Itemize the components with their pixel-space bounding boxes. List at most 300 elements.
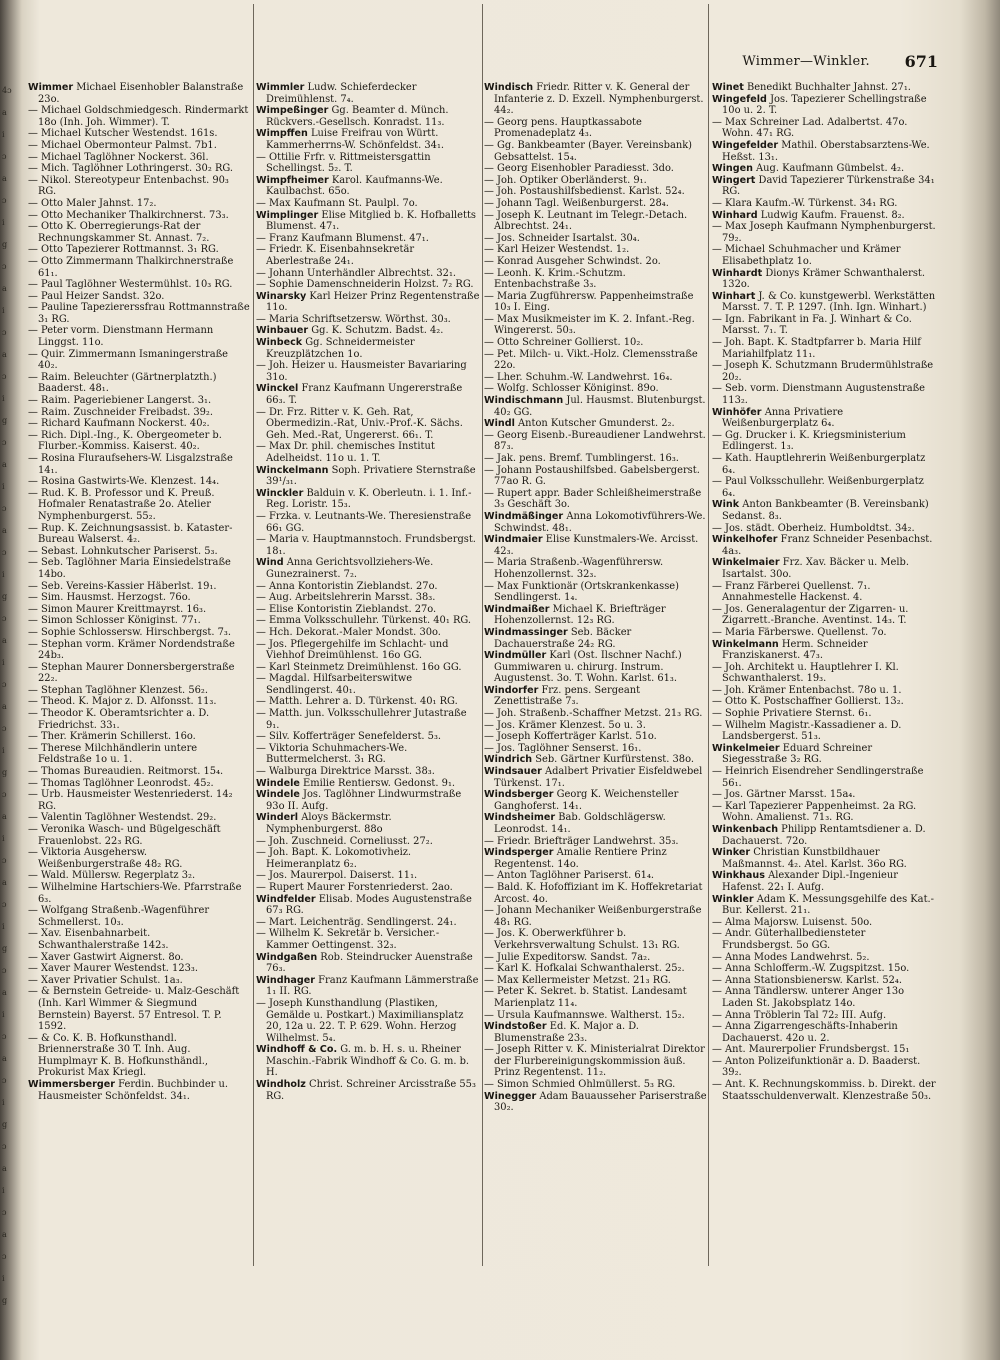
entry-details: Emilie Rentiersw. Gedonst. 9₁. [303, 777, 456, 789]
entry-surname: Winbeck [256, 337, 303, 349]
entry-details: — Joseph Kunsthandlung (Plastiken, Gemälde u. Postkart.) Maximiliansplatz 20, 12a u. 22. T. P. 629. Wohn. Herzog Wilhelmst. 5₄. [256, 997, 464, 1044]
entry-details: — Michael Obermonteur Palmst. 7b1. [28, 139, 217, 151]
directory-entry [28, 523, 250, 546]
entry-details: Anton Kutscher Gmunderst. 2₂. [518, 418, 675, 430]
entry-details: Elise Kunstmalers-We. Arcisst. 42₃. [494, 534, 699, 557]
entry-surname: Winhöfer [712, 406, 762, 418]
entry-surname: Winkenbach [712, 824, 779, 835]
entry-details: — Xaver Gastwirt Aignerst. 8o. [28, 951, 184, 963]
entry-details: — Joseph Ritter v. K. Ministerialrat Direktor der Flurbereinigungskommission äuß. Prinz Regentenst. 11₂. [484, 1044, 705, 1079]
directory-entry [256, 268, 480, 280]
directory-entry [256, 639, 480, 662]
entry-details: Soph. Privatiere Sternstraße 39¹/₃₁. [266, 464, 476, 488]
directory-entry [256, 291, 480, 314]
directory-entry [484, 349, 708, 372]
entry-details: — Heinrich Eisendreher Sendlingerstraße 56₁. [712, 766, 924, 789]
directory-entry [28, 847, 250, 870]
entry-details: — Rupert appr. Bader Schleißheimerstraße 3₃ Geschäft 3o. [484, 487, 702, 511]
directory-entry [28, 221, 250, 244]
entry-surname: Windmäßinger [484, 510, 564, 522]
directory-entry [484, 1010, 708, 1022]
entry-details: — Aug. Arbeitslehrerin Marsst. 38₃. [256, 592, 436, 604]
directory-entry [28, 975, 250, 987]
directory-entry [712, 268, 938, 291]
directory-entry [28, 627, 250, 639]
entry-surname: Windmaißer [484, 603, 550, 615]
entry-details: — Johann Mechaniker Weißenburgerstraße 48₁ RG. [484, 905, 702, 928]
directory-entry [712, 696, 938, 708]
entry-details: — Joh. Zuschneid. Corneliusst. 27₂. [256, 835, 433, 847]
entry-details: Adam K. Messungsgehilfe des Kat.-Bur. Kellerst. 21₁. [722, 893, 935, 917]
entry-details: Karol. Kaufmanns-We. Kaulbachst. 65o. [266, 174, 443, 198]
directory-entry [28, 372, 250, 395]
directory-entry [712, 244, 938, 267]
entry-details: — Georg Eisenhobler Paradiesst. 3do. [484, 163, 674, 175]
entry-surname: Wimpeßinger [256, 105, 329, 117]
directory-entry [484, 754, 708, 766]
directory-entry [484, 557, 708, 580]
directory-entry [256, 789, 480, 812]
entry-details: — Georg Eisenb.-Bureaudiener Landwehrst. 87₃. [484, 429, 706, 453]
entry-details: Franz Schneider Pesenbachst. 4a₃. [722, 534, 933, 557]
entry-details: — Jos. Maurerpol. Daiserst. 11₁. [256, 870, 418, 882]
entry-details: Michael K. Briefträger Hohenzollernst. 12₃ RG. [494, 603, 666, 627]
entry-details: — Joseph K. Leutnant im Telegr.-Detach. Albrechtst. 24₁. [484, 209, 688, 233]
directory-entry [484, 1021, 708, 1044]
directory-entry [256, 105, 480, 128]
directory-entry [712, 1079, 938, 1102]
directory-entry [712, 1056, 938, 1079]
directory-entry [28, 986, 250, 1032]
entry-details: — Maria Schriftsetzersw. Wörthst. 30₃. [256, 313, 451, 325]
directory-entry [712, 917, 938, 929]
entry-details: — Joh. Heizer u. Hausmeister Bavariaring 31o. [256, 360, 467, 383]
directory-entry [484, 581, 708, 604]
entry-details: — Sophie Privatiere Sternst. 6₁. [712, 708, 872, 720]
entry-details: — Sebast. Lohnkutscher Pariserst. 5₃. [28, 545, 218, 557]
entry-details: Anna Privatiere Weißenburgerplatz 6₄. [722, 406, 844, 430]
directory-entry [28, 696, 250, 708]
entry-details: — Seb. Vereins-Kassier Häberlst. 19₁. [28, 580, 217, 592]
entry-details: — Raim. Beleuchter (Gärtnerplatzth.) Baaderst. 48₁. [28, 371, 217, 395]
entry-surname: Winkelhofer [712, 534, 778, 546]
entry-details: — Elise Kontoristin Zieblandst. 27o. [256, 603, 437, 615]
directory-entry [28, 778, 250, 790]
directory-entry [712, 453, 938, 476]
directory-entry [28, 256, 250, 279]
entry-details: — Johann Postaushilfsbed. Gabelsbergerst. 77ao R. G. [484, 464, 700, 488]
entry-details: — Anna Zigarrengeschäfts-Inhaberin Dachauerst. 42o u. 2. [712, 1021, 898, 1044]
directory-entry [484, 244, 708, 256]
directory-entry [28, 685, 250, 697]
entry-surname: Winkelmaier [712, 557, 780, 569]
directory-entry [712, 581, 938, 604]
entry-details: — Matth. jun. Volksschullehrer Jutastraße 9₁. [256, 708, 467, 731]
entry-details: Ed. K. Major a. D. Blumenstraße 23₃. [494, 1021, 639, 1044]
entry-details: Seb. Bäcker Dachauerstraße 24₂ RG. [494, 626, 632, 650]
entry-surname: Wingen [712, 163, 753, 175]
entry-details: — Paul Taglöhner Westermühlst. 10₃ RG. [28, 279, 233, 291]
entry-details: — Joh. Bapt. K. Stadtpfarrer b. Maria Hilf Mariahilfplatz 11₁. [712, 337, 921, 360]
entry-details: — Xaver Maurer Westendst. 123₃. [28, 963, 199, 975]
entry-details: Rob. Steindrucker Auenstraße 76₃. [266, 951, 473, 975]
directory-entry [712, 766, 938, 789]
directory-entry [484, 198, 708, 210]
entry-surname: Wingefeld [712, 93, 767, 105]
directory-entry [256, 766, 480, 778]
entry-details: — Jos. Krämer Klenzest. 5o u. 3. [484, 719, 646, 731]
entry-details: — Stephan Taglöhner Klenzest. 56₂. [28, 684, 208, 696]
entry-details: — Lher. Schuhm.-W. Landwehrst. 16₄. [484, 371, 673, 383]
entry-details: — Rupert Maurer Forstenriederst. 2ao. [256, 881, 453, 893]
entry-details: Gg. K. Schutzm. Badst. 4₂. [311, 325, 444, 337]
directory-entry [256, 128, 480, 151]
directory-entry [256, 662, 480, 674]
entry-details: — Otto Tapezierer Rottmannst. 3₁ RG. [28, 244, 219, 256]
entry-details: Ludw. Schieferdecker Dreimühlenst. 7₄. [266, 82, 417, 105]
directory-entry [256, 325, 480, 337]
entry-details: — Frzka. v. Leutnants-We. Theresienstraße 66₁ GG. [256, 510, 472, 534]
directory-entry [712, 1010, 938, 1022]
directory-entry [256, 314, 480, 326]
entry-details: — Ant. K. Rechnungskommiss. b. Direkt. der Staatsschuldenverwalt. Klenzestraße 50₃. [712, 1079, 936, 1102]
entry-details: — Anna Schlofferm.-W. Zugspitzst. 15o. [712, 963, 910, 975]
entry-details: Jos. Tapezierer Schellingstraße 10o u. 2. T. [722, 93, 927, 117]
directory-entry [484, 534, 708, 557]
directory-entry [712, 314, 938, 337]
entry-details: Ludwig Kaufm. Frauenst. 8₂. [760, 209, 905, 221]
entry-details: — Rud. K. B. Professor und K. Preuß. Hofmaler Renatastraße 2o. Atelier Nymphenburgerst. 55₂. [28, 487, 215, 522]
entry-details: — Dr. Frz. Ritter v. K. Geh. Rat, Obermedizin.-Rat, Univ.-Prof.-K. Sächs. Geh. Med.-Rat, Ungererst. 66₁. T. [256, 406, 463, 441]
entry-details: — Wilhelmine Hartschiers-We. Pfarrstraße 6₃. [28, 881, 242, 905]
directory-entry [484, 720, 708, 732]
column-4 [712, 82, 938, 1352]
directory-entry [484, 1091, 708, 1114]
directory-entry [484, 453, 708, 465]
directory-entry [712, 210, 938, 222]
directory-entry [28, 789, 250, 812]
directory-entry [712, 963, 938, 975]
directory-entry [484, 1079, 708, 1091]
entry-surname: Windsperger [484, 847, 554, 859]
entry-details: — Nikol. Stereotypeur Entenbachst. 90₃ RG. [28, 174, 229, 198]
directory-entry [28, 291, 250, 303]
entry-details: — Maria Straßenb.-Wagenführersw. Hohenzollernst. 32₃. [484, 557, 664, 580]
entry-details: Adam Bauausseher Pariserstraße 30₂. [494, 1090, 707, 1114]
directory-entry [28, 1079, 250, 1102]
directory-entry [484, 372, 708, 384]
entry-surname: Windorfer [484, 684, 539, 696]
directory-entry [256, 928, 480, 951]
entry-details: Elise Mitglied b. K. Hofballetts Blumenst. 47₁. [266, 209, 476, 233]
entry-details: — Joseph Kofferträger Karlst. 51o. [484, 731, 657, 743]
entry-details: — Jos. Schneider Isartalst. 30₄. [484, 232, 640, 244]
column-1 [28, 82, 250, 1352]
directory-entry [28, 766, 250, 778]
directory-entry [256, 778, 480, 790]
directory-entry [256, 337, 480, 360]
directory-entry [256, 82, 480, 105]
entry-details: — Thomas Taglöhner Leonrodst. 45₂. [28, 777, 214, 789]
directory-entry [484, 604, 708, 627]
entry-details: — Rosina Gastwirts-We. Klenzest. 14₄. [28, 476, 220, 488]
directory-entry [256, 1044, 480, 1079]
entry-surname: Wingefelder [712, 139, 779, 151]
directory-entry [712, 847, 938, 870]
entry-details: — Sophie Damenschneiderin Holzst. 7₂ RG. [256, 279, 474, 291]
directory-entry [712, 383, 938, 406]
entry-details: — Paul Volksschullehr. Weißenburgerplatz 6₄. [712, 476, 924, 499]
directory-entry [712, 198, 938, 210]
entry-details: — Stephan Maurer Donnersbergerstraße 22₂. [28, 661, 235, 685]
entry-details: — Franz Kaufmann Blumenst. 47₁. [256, 232, 429, 244]
entry-details: — Jos. Gärtner Marsst. 15a₄. [712, 789, 856, 801]
entry-details: — Otto Maler Jahnst. 17₂. [28, 197, 157, 209]
entry-surname: Windstoßer [484, 1021, 547, 1033]
directory-entry [484, 789, 708, 812]
directory-entry [28, 453, 250, 476]
entry-surname: Windele [256, 789, 300, 801]
entry-details: Georg K. Weichensteller Ganghoferst. 14₁. [494, 789, 679, 812]
directory-entry [28, 163, 250, 175]
entry-details: Herm. Schneider Franziskanerst. 47₃. [722, 638, 868, 662]
entry-surname: Wind [256, 557, 284, 569]
directory-entry [712, 557, 938, 580]
entry-details: — Michael Schuhmacher und Krämer Elisabethplatz 1o. [712, 244, 901, 267]
column-3 [484, 82, 708, 1352]
entry-details: Jos. Taglöhner Lindwurmstraße 93o II. Aufg. [266, 789, 462, 812]
directory-entry [28, 731, 250, 743]
entry-details: Friedr. Ritter v. K. General der Infanterie z. D. Exzell. Nymphenburgerst. 44₂. [494, 82, 704, 117]
running-head: Wimmer—Winkler. [742, 54, 870, 69]
directory-entry [256, 360, 480, 383]
directory-entry [28, 870, 250, 882]
entry-surname: Windfelder [256, 893, 316, 905]
directory-entry [712, 163, 938, 175]
directory-entry [712, 82, 938, 94]
entry-details: — Anton Taglöhner Pariserst. 61₄. [484, 870, 655, 882]
directory-entry [484, 82, 708, 117]
directory-entry [256, 198, 480, 210]
directory-columns [28, 82, 940, 1352]
directory-entry [28, 812, 250, 824]
directory-entry [256, 407, 480, 442]
entry-details: — Joh. Architekt u. Hauptlehrer I. Kl. Schwanthalerst. 19₃. [712, 661, 899, 685]
entry-details: — Anna Tändlersw. unterer Anger 13o Laden St. Jakobsplatz 14o. [712, 986, 905, 1009]
entry-details: — Urb. Hausmeister Westenriederst. 14₂ RG. [28, 789, 233, 812]
entry-details: — Gg. Bankbeamter (Bayer. Vereinsbank) Gebsattelst. 15₄. [484, 139, 693, 163]
entry-details: — Franz Färberei Quellenst. 7₁. Annahmestelle Hackenst. 4. [712, 580, 871, 604]
directory-entry [484, 882, 708, 905]
entry-details: — Silv. Kofferträger Senefelderst. 5₃. [256, 731, 442, 743]
entry-details: Frz. pens. Sergeant Zenettistraße 7₃. [494, 684, 641, 708]
directory-entry [484, 337, 708, 349]
directory-entry [28, 546, 250, 558]
directory-entry [484, 986, 708, 1009]
entry-details: Seb. Gärtner Kurfürstenst. 38o. [535, 754, 694, 766]
entry-details: — Max Kaufmann St. Paulpl. 7o. [256, 197, 418, 209]
directory-entry [28, 824, 250, 847]
directory-entry [712, 221, 938, 244]
entry-surname: Winegger [484, 1090, 537, 1102]
entry-details: Aloys Bäckermstr. Nymphenburgerst. 88o [266, 812, 392, 835]
entry-details: — Quir. Zimmermann Ismaningerstraße 40₂. [28, 348, 229, 372]
entry-surname: Winhart [712, 290, 756, 302]
directory-entry [712, 685, 938, 697]
entry-details: — Anna Kontoristin Zieblandst. 27o. [256, 580, 438, 592]
entry-details: — Karl Steinmetz Dreimühlenst. 16o GG. [256, 661, 462, 673]
directory-entry [484, 708, 708, 720]
directory-entry [712, 175, 938, 198]
directory-entry [484, 233, 708, 245]
directory-entry [712, 140, 938, 163]
directory-entry [712, 824, 938, 847]
entry-details: — Richard Kaufmann Nockerst. 40₂. [28, 418, 210, 430]
entry-surname: Wimpfheimer [256, 174, 329, 186]
binding-edge-text: 4ɔ a i ɔ a ɔ i g ɔ a i ɔ a ɔ i g ɔ a i ɔ a ɔ i g ɔ a i ɔ a ɔ i g ɔ a i ɔ a ɔ i g ɔ a i ɔ a ɔ i g ɔ a i ɔ a ɔ i g [2, 86, 12, 1305]
entry-details: — Wolfgang Straßenb.-Wagenführer Schmellerst. 10₃. [28, 905, 210, 928]
directory-entry [484, 140, 708, 163]
entry-details: — Mart. Leichenträg. Sendlingerst. 24₁. [256, 916, 457, 928]
directory-entry [484, 117, 708, 140]
entry-details: — Theod. K. Major z. D. Alfonsst. 11₃. [28, 696, 217, 708]
directory-entry [28, 952, 250, 964]
entry-surname: Windl [484, 418, 515, 430]
directory-entry [712, 662, 938, 685]
entry-details: Philipp Rentamtsdiener a. D. Dachauerst. 72o. [722, 824, 926, 847]
directory-entry [484, 650, 708, 685]
directory-entry [256, 743, 480, 766]
entry-details: — Friedr. K. Eisenbahnsekretär Aberlestraße 24₁. [256, 244, 415, 267]
entry-details: — Alma Majorsw. Luisenst. 50o. [712, 916, 873, 928]
directory-entry [256, 673, 480, 696]
directory-entry [484, 314, 708, 337]
directory-entry [712, 975, 938, 987]
directory-entry [28, 1033, 250, 1079]
directory-entry [484, 256, 708, 268]
entry-details: — Karl Tapezierer Pappenheimst. 2a RG. Wohn. Amalienst. 71₃. RG. [712, 800, 917, 824]
entry-details: — Hch. Dekorat.-Maler Mondst. 30o. [256, 626, 441, 638]
entry-surname: Winckel [256, 383, 299, 395]
directory-entry [28, 407, 250, 419]
entry-details: — Therese Milchhändlerin untere Feldstraße 1o u. 1. [28, 742, 198, 766]
entry-details: — Seb. vorm. Dienstmann Augustenstraße 113₂. [712, 383, 926, 407]
entry-details: — Johann Tagl. Weißenburgerst. 28₄. [484, 197, 669, 209]
entry-details: — Stephan vorm. Krämer Nordendstraße 24b₃. [28, 638, 235, 662]
entry-details: Amalie Rentiere Prinz Regentenst. 14o. [494, 847, 667, 870]
directory-entry [256, 1079, 480, 1102]
directory-entry [712, 870, 938, 893]
entry-details: — Seb. Taglöhner Maria Einsiedelstraße 14bo. [28, 557, 231, 580]
directory-entry [484, 395, 708, 418]
entry-details: Alexander Dipl.-Ingenieur Hafenst. 22₁ I. Aufg. [722, 870, 898, 893]
directory-entry [28, 592, 250, 604]
entry-details: — Jos. K. Oberwerkführer b. Verkehrsverwaltung Schulst. 13₁ RG. [484, 928, 680, 951]
entry-surname: Winhardt [712, 267, 763, 279]
entry-surname: Windmüller [484, 650, 547, 662]
directory-entry [484, 743, 708, 755]
directory-entry [712, 476, 938, 499]
directory-entry [256, 975, 480, 998]
directory-entry [28, 488, 250, 523]
entry-details: Bab. Goldschlägersw. Leonrodst. 14₁. [494, 812, 666, 835]
entry-details: — Valentin Taglöhner Westendst. 29₂. [28, 812, 217, 824]
entry-details: — Paul Heizer Sandst. 32o. [28, 290, 165, 302]
entry-surname: Wink [712, 499, 740, 511]
entry-details: — Kath. Hauptlehrerin Weißenburgerplatz 6₄. [712, 453, 926, 476]
entry-surname: Windgaßen [256, 951, 318, 963]
entry-details: — Bald. K. Hofoffiziant im K. Hoffekretariat Arcost. 4o. [484, 881, 703, 905]
directory-entry [484, 383, 708, 395]
directory-entry [256, 383, 480, 406]
directory-entry [256, 615, 480, 627]
directory-entry [256, 731, 480, 743]
directory-entry [484, 731, 708, 743]
entry-surname: Winckler [256, 487, 304, 499]
entry-surname: Winckelmann [256, 464, 329, 476]
directory-entry [712, 928, 938, 951]
entry-details: — Anna Modes Landwehrst. 5₂. [712, 951, 870, 963]
entry-details: — Wilhelm Magistr.-Kassadiener a. D. Landsbergerst. 51₃. [712, 719, 902, 743]
directory-entry [28, 152, 250, 164]
entry-details: Luise Freifrau von Württ. Kammerherrns-W. Schönfeldst. 34₁. [266, 128, 445, 151]
directory-entry [484, 430, 708, 453]
entry-details: — Max Joseph Kaufmann Nymphenburgerst. 79₂. [712, 221, 936, 244]
directory-entry [28, 210, 250, 222]
entry-surname: Winkelmann [712, 638, 779, 650]
entry-surname: Wimplinger [256, 209, 319, 221]
directory-entry [256, 696, 480, 708]
directory-entry [712, 604, 938, 627]
directory-entry [712, 708, 938, 720]
entry-details: — Simon Schlosser Königinst. 77₁. [28, 615, 201, 627]
directory-entry [712, 523, 938, 535]
entry-details: — Raim. Pageriebiener Langerst. 3₁. [28, 395, 212, 407]
directory-entry [28, 395, 250, 407]
entry-surname: Winhard [712, 209, 758, 221]
entry-details: — Walburga Direktrice Marsst. 38₃. [256, 766, 435, 778]
entry-details: — Rosina Fluraufsehers-W. Lisgalzstraße 14₁. [28, 453, 233, 476]
entry-details: — Veronika Wasch- und Bügelgeschäft Frauenlobst. 22₃ RG. [28, 824, 221, 847]
directory-entry [484, 627, 708, 650]
directory-entry [256, 847, 480, 870]
entry-details: — Johann Unterhändler Albrechtst. 32₁. [256, 267, 457, 279]
entry-details: Christian Kunstbildhauer Maßmannst. 4₂. Atel. Karlst. 36o RG. [722, 847, 907, 870]
entry-details: — Jos. Pflegergehilfe im Schlacht- und Viehhof Dreimühlenst. 16o GG. [256, 638, 449, 662]
entry-details: — Gg. Drucker i. K. Kriegsministerium Edlingerst. 1₃. [712, 429, 906, 453]
entry-details: — Klara Kaufm.-W. Türkenst. 34₁ RG. [712, 197, 898, 209]
entry-details: Frz. Xav. Bäcker u. Melb. Isartalst. 30o. [722, 557, 909, 580]
directory-entry [28, 928, 250, 951]
directory-entry [712, 499, 938, 522]
entry-details: — Simon Schmied Ohlmüllerst. 5₃ RG. [484, 1079, 676, 1091]
directory-entry [28, 349, 250, 372]
directory-entry [256, 244, 480, 267]
directory-entry [256, 465, 480, 488]
entry-surname: Windholz [256, 1079, 306, 1091]
directory-entry [712, 986, 938, 1009]
entry-details: — Otto Zimmermann Thalkirchnerstraße 61₁. [28, 255, 234, 279]
directory-entry [28, 82, 250, 105]
directory-entry [256, 534, 480, 557]
directory-entry [712, 291, 938, 314]
directory-entry [256, 882, 480, 894]
entry-surname: Winkelmeier [712, 742, 780, 754]
entry-details: — Julie Expeditorsw. Sandst. 7a₂. [484, 951, 651, 963]
entry-details: — Max Dr. phil. chemisches Institut Adelheidst. 11o u. 1. T. [256, 441, 435, 464]
directory-entry [28, 743, 250, 766]
entry-surname: Wimmler [256, 82, 305, 93]
